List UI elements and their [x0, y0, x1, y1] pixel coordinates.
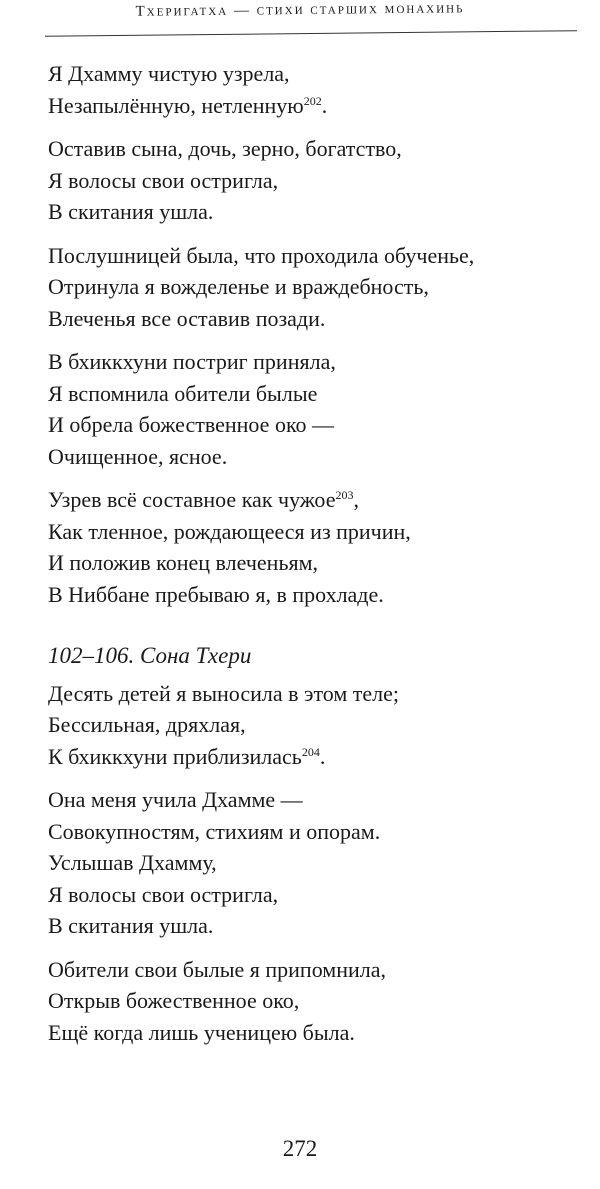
verse-text: Очищенное, ясное. — [48, 443, 228, 469]
verse-line — [48, 985, 588, 1017]
verse-text: Узрев всё составное как чужое — [48, 487, 336, 512]
verse-text: В Ниббане пребываю я, в прохладе. — [48, 581, 384, 607]
verse-line — [48, 409, 588, 441]
verse-text: Совокупностям, стихиям и опорам. — [48, 818, 381, 844]
verse-line — [48, 196, 588, 228]
verse-text: Я вспомнила обители былые — [48, 380, 318, 406]
page-number: 272 — [282, 1136, 318, 1161]
verse-line — [48, 579, 588, 611]
verse-line — [48, 847, 588, 879]
stanza — [48, 240, 588, 335]
verse-text: Влеченья все оставив позади. — [48, 305, 326, 331]
verse-text: Открыв божественное око, — [48, 988, 300, 1013]
punctuation: . — [319, 743, 326, 769]
header-rule — [45, 30, 577, 37]
section-heading: 102–106. Сона Тхери — [48, 643, 252, 668]
verse-line — [48, 58, 588, 90]
verse-text: В скитания ушла. — [48, 199, 214, 224]
verse-text: Бессильная, дряхлая, — [48, 712, 246, 737]
verse-line — [48, 271, 588, 303]
verse-line — [48, 346, 588, 378]
verse-text: Я волосы свои остригла, — [48, 167, 279, 193]
verse-text: Оставив сына, дочь, зерно, богатство, — [48, 136, 402, 161]
running-header: Тхеригатха — стихи старших монахинь — [135, 0, 465, 20]
verse-text: Как тленное, рождающееся из причин, — [48, 518, 411, 544]
verse-line — [48, 879, 588, 911]
verse-line — [48, 741, 588, 773]
stanza — [48, 954, 588, 1049]
stanza — [48, 678, 588, 773]
verse-text: Обители свои былые я припомнила, — [48, 956, 386, 982]
verse-text: Незапылённую, нетленную — [48, 92, 304, 118]
stanza — [48, 484, 588, 610]
stanza — [48, 58, 588, 121]
verse-line — [48, 240, 588, 272]
footnote-ref[interactable]: 202 — [303, 93, 322, 108]
verse-line — [48, 133, 588, 165]
verse-text: И положив конец влеченьям, — [48, 550, 319, 575]
verse-text: Послушницей была, что проходила обученье, — [48, 242, 475, 268]
verse-text: Ещё когда лишь ученицею была. — [48, 1019, 355, 1045]
footnote-ref[interactable]: 203 — [335, 488, 354, 502]
verse-line — [48, 303, 588, 335]
verse-line — [48, 816, 588, 848]
verse-text: Она меня учила Дхамме — — [48, 787, 303, 812]
verse-line — [48, 484, 588, 516]
verse-line — [48, 709, 588, 741]
verse-text: Я волосы свои остригла, — [48, 881, 279, 907]
verse-line — [48, 784, 588, 816]
verse-line — [48, 516, 588, 548]
verse-text: В бхиккхуни постриг приняла, — [48, 349, 336, 374]
verse-line — [48, 90, 588, 122]
poem-body — [48, 58, 588, 1060]
verse-text: К бхиккхуни приблизилась — [48, 743, 302, 769]
stanza — [48, 784, 588, 942]
punctuation: , — [353, 487, 359, 512]
verse-line — [48, 1017, 588, 1049]
poem-part-b — [48, 678, 588, 1049]
footnote-ref[interactable]: 204 — [301, 744, 320, 759]
stanza — [48, 133, 588, 228]
poem-part-a — [48, 58, 588, 610]
verse-line — [48, 441, 588, 473]
verse-line — [48, 678, 588, 710]
verse-line — [48, 547, 588, 579]
verse-text: И обрела божественное око — — [48, 412, 335, 437]
verse-line — [48, 378, 588, 410]
verse-line — [48, 954, 588, 986]
verse-text: В скитания ушла. — [48, 913, 214, 938]
verse-text: Десять детей я выносила в этом теле; — [48, 680, 400, 706]
verse-line — [48, 165, 588, 197]
punctuation: . — [321, 92, 328, 118]
verse-text: Отринула я вожделенье и враждебность, — [48, 274, 429, 299]
stanza — [48, 346, 588, 472]
verse-text: Я Дхамму чистую узрела, — [48, 61, 290, 86]
verse-text: Услышав Дхамму, — [48, 850, 217, 875]
verse-line — [48, 910, 588, 942]
